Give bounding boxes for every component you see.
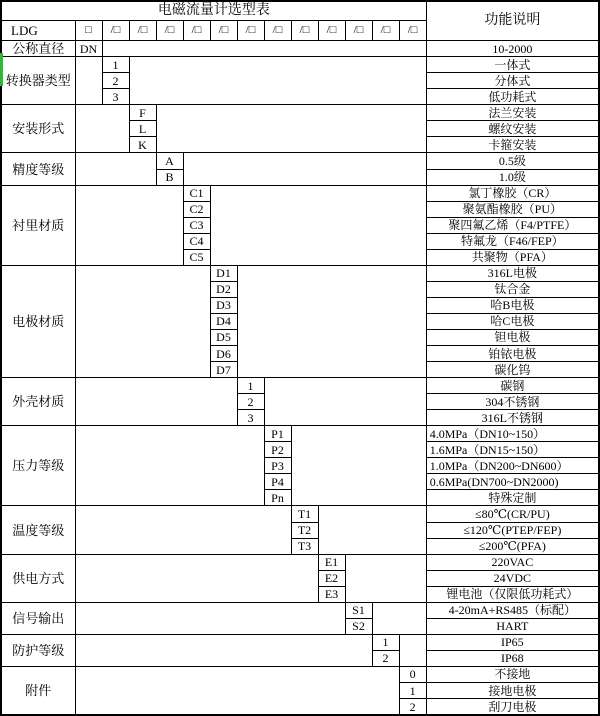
item-code: 2: [399, 699, 426, 715]
item-code: P2: [264, 442, 291, 458]
item-code: S2: [345, 618, 372, 634]
item-code: Pn: [264, 490, 291, 506]
item-code: D3: [210, 297, 237, 313]
item-code: 0: [399, 666, 426, 682]
category-label: 衬里材质: [1, 185, 75, 265]
item-description: 特殊定制: [426, 490, 599, 506]
item-description: 一体式: [426, 57, 599, 73]
item-code: D7: [210, 362, 237, 378]
category-label: 温度等级: [1, 506, 75, 554]
item-code: S1: [345, 602, 372, 618]
item-description: 304不锈钢: [426, 394, 599, 410]
item-code: D2: [210, 281, 237, 297]
spacer-cell: [183, 153, 426, 185]
item-code: 3: [237, 410, 264, 426]
model-code-slot: /□: [399, 21, 426, 41]
table-title: 电磁流量计选型表: [1, 1, 426, 21]
category-label: 安装形式: [1, 105, 75, 153]
item-code: C3: [183, 217, 210, 233]
item-description: 聚四氟乙烯（F4/PTFE）: [426, 217, 599, 233]
item-description: 刮刀电极: [426, 699, 599, 715]
item-description: 1.6MPa（DN15~150）: [426, 442, 599, 458]
spacer-cell: [399, 634, 426, 666]
model-code-slot: /□: [264, 21, 291, 41]
item-description: 聚氨酯橡胶（PU）: [426, 201, 599, 217]
spacer-cell: [75, 265, 210, 377]
spacer-cell: [75, 426, 264, 506]
item-code: DN: [75, 41, 102, 57]
item-code: D5: [210, 329, 237, 345]
spacer-cell: [318, 506, 426, 554]
item-code: 1: [399, 683, 426, 699]
item-description: 低功耗式: [426, 89, 599, 105]
spacer-cell: [75, 105, 129, 153]
item-description: 特氟龙（F46/FEP）: [426, 233, 599, 249]
spacer-cell: [264, 378, 426, 426]
model-code-slot: /□: [345, 21, 372, 41]
item-code: C1: [183, 185, 210, 201]
model-code-slot: /□: [102, 21, 129, 41]
spacer-cell: [291, 426, 426, 506]
category-label: 压力等级: [1, 426, 75, 506]
item-code: 1: [102, 57, 129, 73]
item-description: 哈C电极: [426, 313, 599, 329]
spacer-cell: [75, 378, 237, 426]
item-code: D1: [210, 265, 237, 281]
category-label: 电极材质: [1, 265, 75, 377]
item-description: 钽电极: [426, 329, 599, 345]
item-description: HART: [426, 618, 599, 634]
model-code-slot: /□: [129, 21, 156, 41]
item-description: 0.6MPa(DN700~DN2000): [426, 474, 599, 490]
spacer-cell: [210, 185, 426, 265]
spacer-cell: [129, 57, 426, 105]
item-description: 法兰安装: [426, 105, 599, 121]
item-code: 2: [372, 650, 399, 666]
spacer-cell: [156, 105, 426, 153]
item-description: 1.0MPa（DN200~DN600）: [426, 458, 599, 474]
item-description: 钛合金: [426, 281, 599, 297]
item-code: T2: [291, 522, 318, 538]
spacer-cell: [75, 153, 156, 185]
category-label: 精度等级: [1, 153, 75, 185]
model-code-slot: /□: [156, 21, 183, 41]
item-description: 铂铱电极: [426, 346, 599, 362]
item-description: 24VDC: [426, 570, 599, 586]
model-code-box: □: [75, 21, 102, 41]
item-code: A: [156, 153, 183, 169]
left-edge-green-artifact: [0, 53, 3, 86]
item-code: D4: [210, 313, 237, 329]
item-code: B: [156, 169, 183, 185]
item-description: 316L不锈钢: [426, 410, 599, 426]
model-code-slot: /□: [372, 21, 399, 41]
item-code: 2: [102, 73, 129, 89]
item-description: 4.0MPa（DN10~150）: [426, 426, 599, 442]
item-description: 10-2000: [426, 41, 599, 57]
item-code: E1: [318, 554, 345, 570]
spacer-cell: [102, 41, 426, 57]
item-description: 不接地: [426, 666, 599, 682]
item-code: 1: [372, 634, 399, 650]
item-description: 哈B电极: [426, 297, 599, 313]
item-description: ≤200℃(PFA): [426, 538, 599, 554]
item-code: P3: [264, 458, 291, 474]
item-description: IP65: [426, 634, 599, 650]
spacer-cell: [75, 185, 183, 265]
item-description: 1.0级: [426, 169, 599, 185]
item-description: 316L电极: [426, 265, 599, 281]
item-code: C4: [183, 233, 210, 249]
item-code: 1: [237, 378, 264, 394]
item-code: 3: [102, 89, 129, 105]
category-label: 信号输出: [1, 602, 75, 634]
item-description: 0.5级: [426, 153, 599, 169]
model-code-slot: /□: [291, 21, 318, 41]
spacer-cell: [75, 57, 102, 105]
item-description: IP68: [426, 650, 599, 666]
item-description: ≤120℃(PTEP/FEP): [426, 522, 599, 538]
item-code: K: [129, 137, 156, 153]
item-code: T3: [291, 538, 318, 554]
item-code: C2: [183, 201, 210, 217]
item-description: 螺纹安装: [426, 121, 599, 137]
item-code: C5: [183, 249, 210, 265]
item-description: 4-20mA+RS485（标配）: [426, 602, 599, 618]
model-code-slot: /□: [183, 21, 210, 41]
function-description-header: 功能说明: [426, 1, 599, 41]
category-label: 防护等级: [1, 634, 75, 666]
spacer-cell: [345, 554, 426, 602]
item-description: 共聚物（PFA）: [426, 249, 599, 265]
item-description: 分体式: [426, 73, 599, 89]
item-description: 氯丁橡胶（CR）: [426, 185, 599, 201]
item-description: 碳钢: [426, 378, 599, 394]
item-description: ≤80℃(CR/PU): [426, 506, 599, 522]
category-label: 公称直径: [1, 41, 75, 57]
spacer-cell: [75, 634, 372, 666]
item-code: D6: [210, 346, 237, 362]
item-code: E3: [318, 586, 345, 602]
item-description: 碳化钨: [426, 362, 599, 378]
category-label: 外壳材质: [1, 378, 75, 426]
item-description: 接地电极: [426, 683, 599, 699]
item-code: F: [129, 105, 156, 121]
category-label: 附件: [1, 666, 75, 715]
item-code: 2: [237, 394, 264, 410]
spacer-cell: [372, 602, 426, 634]
category-label: 供电方式: [1, 554, 75, 602]
category-label: 转换器类型: [1, 57, 75, 105]
item-code: E2: [318, 570, 345, 586]
model-code-slot: /□: [210, 21, 237, 41]
spacer-cell: [237, 265, 426, 377]
item-description: 220VAC: [426, 554, 599, 570]
item-code: L: [129, 121, 156, 137]
item-code: P4: [264, 474, 291, 490]
model-code-slot: /□: [237, 21, 264, 41]
item-code: P1: [264, 426, 291, 442]
spacer-cell: [75, 506, 291, 554]
spacer-cell: [75, 554, 318, 602]
spacer-cell: [75, 666, 399, 715]
item-description: 卡箍安装: [426, 137, 599, 153]
table-body: [1, 1, 599, 715]
item-description: 锂电池（仅限低功耗式）: [426, 586, 599, 602]
spacer-cell: [75, 602, 345, 634]
model-prefix: LDG: [1, 21, 75, 41]
model-code-slot: /□: [318, 21, 345, 41]
item-code: T1: [291, 506, 318, 522]
